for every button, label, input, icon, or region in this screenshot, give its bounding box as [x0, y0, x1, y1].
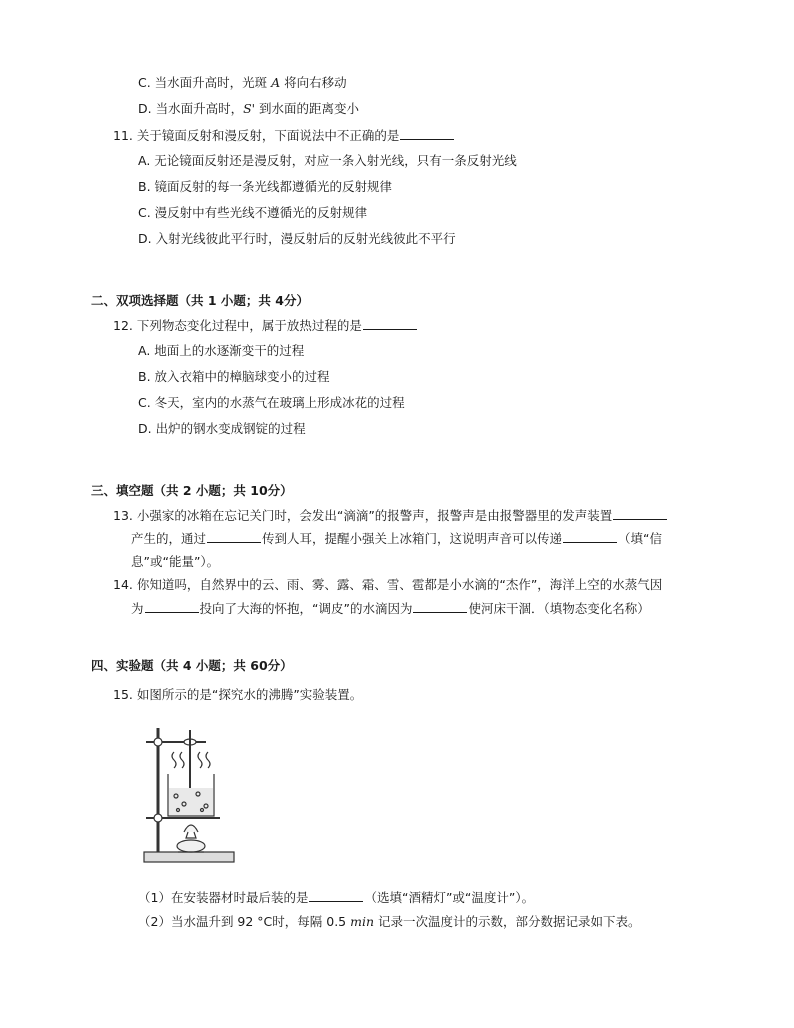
answer-blank[interactable] — [413, 600, 467, 613]
boiling-water-apparatus-figure — [138, 722, 242, 872]
q13-line3: 息”或“能量”）。 — [131, 554, 220, 569]
q15-part2: （2）当水温升到 92 °C时，每隔 0.5 min 记录一次温度计的示数，部分数据记录如下表。 — [138, 914, 641, 929]
q13-line1: 13. 小强家的冰箱在忘记关门时，会发出“滴滴”的报警声，报警声是由报警器里的发声装置 — [113, 507, 668, 525]
q11-stem: 11. 关于镜面反射和漫反射，下面说法中不正确的是 — [113, 127, 455, 145]
section-title-experiment: 四、实验题（共 4 小题；共 60分） — [91, 658, 293, 673]
q11-option-b: B. 镜面反射的每一条光线都遵循光的反射规律 — [138, 179, 393, 194]
answer-blank[interactable] — [400, 127, 454, 140]
steam — [172, 752, 176, 768]
q11-option-d: D. 入射光线彼此平行时，漫反射后的反射光线彼此不平行 — [138, 231, 456, 246]
q12-option-c: C. 冬天，室内的水蒸气在玻璃上形成冰花的过程 — [138, 395, 405, 410]
answer-blank[interactable] — [363, 317, 417, 330]
answer-blank[interactable] — [145, 600, 199, 613]
q10-option-c: C. 当水面升高时，光斑 A 将向右移动 — [138, 75, 347, 90]
q14-line2: 为 投向了大海的怀抱，“调皮”的水滴因为 使河床干涸．（填物态变化名称） — [131, 601, 650, 616]
q12-option-a: A. 地面上的水逐渐变干的过程 — [138, 343, 305, 358]
q10-option-d: D. 当水面升高时，S' 到水面的距离变小 — [138, 101, 360, 116]
answer-blank[interactable] — [613, 507, 667, 520]
stand-base — [144, 852, 234, 862]
apparatus-drawing — [138, 722, 242, 872]
answer-blank[interactable] — [309, 889, 363, 902]
q11-option-a: A. 无论镜面反射还是漫反射，对应一条入射光线，只有一条反射光线 — [138, 153, 517, 168]
answer-blank[interactable] — [207, 530, 261, 543]
q13-line2: 产生的，通过 传到人耳，提醒小强关上冰箱门，这说明声音可以传递 （填“信 — [131, 531, 663, 546]
flame — [184, 825, 198, 832]
q12-option-d: D. 出炉的钢水变成钢锭的过程 — [138, 421, 306, 436]
q12-option-b: B. 放入衣箱中的樟脑球变小的过程 — [138, 369, 330, 384]
q12-stem: 12. 下列物态变化过程中，属于放热过程的是 — [113, 317, 418, 335]
answer-blank[interactable] — [563, 530, 617, 543]
section-title-double-choice: 二、双项选择题（共 1 小题；共 4分） — [91, 293, 309, 308]
q15-part1: （1）在安装器材时最后装的是 （选填“酒精灯”或“温度计”）。 — [138, 890, 535, 905]
top-clamp-knob — [154, 738, 162, 746]
q15-stem: 15. 如图所示的是“探究水的沸腾”实验装置。 — [113, 687, 363, 702]
alcohol-lamp — [177, 840, 205, 852]
q11-option-c: C. 漫反射中有些光线不遵循光的反射规律 — [138, 205, 368, 220]
section-title-fill-blank: 三、填空题（共 2 小题；共 10分） — [91, 483, 293, 498]
q14-line1: 14. 你知道吗，自然界中的云、雨、雾、露、霜、雪、雹都是小水滴的“杰作”，海洋上空的水蒸气因 — [113, 577, 663, 592]
